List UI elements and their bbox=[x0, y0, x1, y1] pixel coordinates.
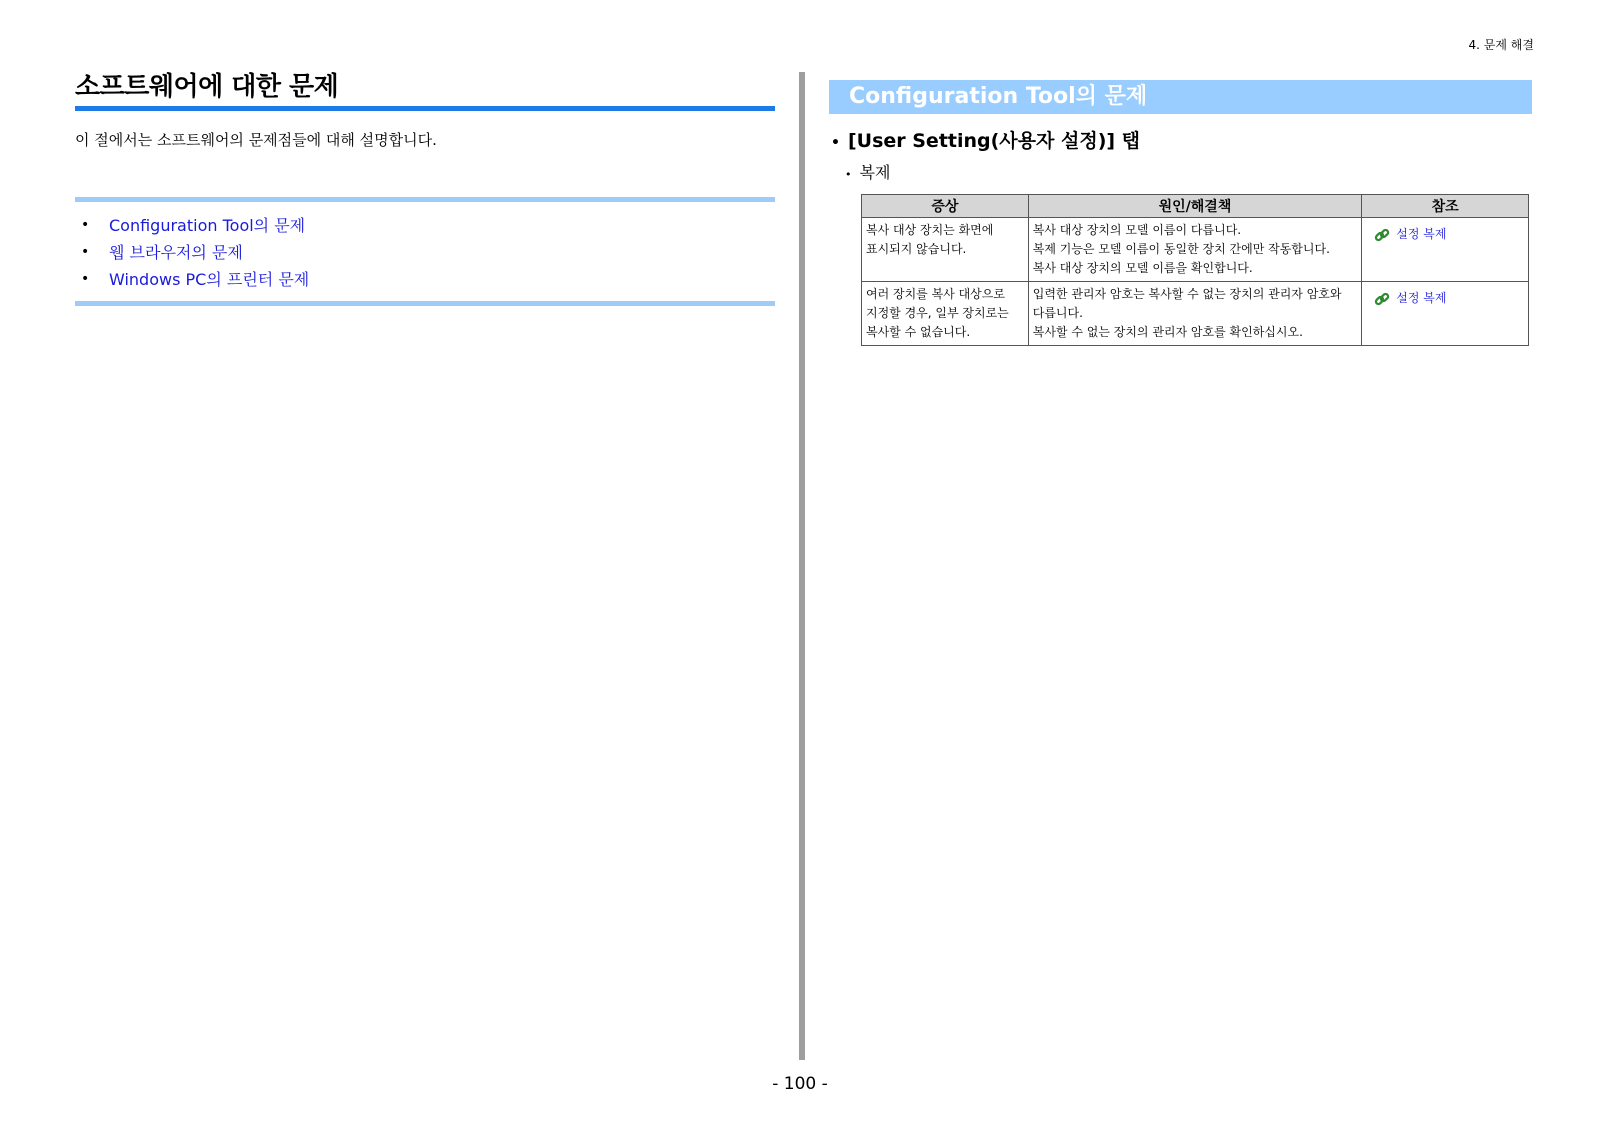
section-title-bar: Configuration Tool의 문제 bbox=[829, 80, 1532, 114]
bullet: • bbox=[81, 217, 90, 233]
table-row bbox=[862, 218, 1529, 282]
cell-line: 복사할 수 없는 장치의 관리자 암호를 확인하십시오. bbox=[1032, 325, 1303, 339]
cell-line: 입력한 관리자 암호는 복사할 수 없는 장치의 관리자 암호와 bbox=[1032, 287, 1342, 301]
cause-cell bbox=[1028, 218, 1362, 282]
toc-link-windows-pc-printer[interactable]: Windows PC의 프린터 문제 bbox=[109, 270, 310, 289]
cause-cell bbox=[1028, 282, 1362, 346]
cell-line: 여러 장치를 복사 대상으로 bbox=[866, 287, 1005, 301]
bullet: • bbox=[81, 271, 90, 287]
toc-bottom-rule bbox=[75, 301, 775, 306]
cell-line: 복사 대상 장치의 모델 이름이 다릅니다. bbox=[1032, 223, 1242, 237]
sub-sub-heading-text: 복제 bbox=[859, 163, 891, 182]
title-underline bbox=[75, 106, 775, 111]
sub-heading bbox=[829, 128, 1532, 154]
sub-sub-heading bbox=[829, 162, 1532, 184]
link-chain-icon bbox=[1374, 227, 1390, 243]
bullet: • bbox=[831, 135, 840, 151]
column-divider bbox=[799, 72, 805, 1060]
cell-line: 복제 기능은 모델 이름이 동일한 장치 간에만 작동합니다. bbox=[1032, 242, 1330, 256]
table-header-row bbox=[862, 195, 1529, 218]
page-number: - 100 - bbox=[772, 1074, 828, 1094]
bullet: • bbox=[81, 244, 90, 260]
link-chain-icon bbox=[1374, 291, 1390, 307]
toc-list bbox=[75, 202, 775, 301]
header-cause-solution: 원인/해결책 bbox=[1028, 195, 1362, 218]
sub-heading-text: [User Setting(사용자 설정)] 탭 bbox=[847, 130, 1141, 152]
right-column bbox=[829, 80, 1532, 346]
toc-item bbox=[75, 239, 775, 266]
symptom-cell bbox=[862, 218, 1029, 282]
header-symptom: 증상 bbox=[862, 195, 1029, 218]
cell-line: 다릅니다. bbox=[1032, 306, 1083, 320]
header-reference: 참조 bbox=[1362, 195, 1529, 218]
intro-text: 이 절에서는 소프트웨어의 문제점들에 대해 설명합니다. bbox=[75, 131, 437, 149]
reference-link-label: 설정 복제 bbox=[1396, 291, 1447, 305]
reference-cell bbox=[1362, 282, 1529, 346]
cell-line: 복사 대상 장치의 모델 이름을 확인합니다. bbox=[1032, 261, 1253, 275]
toc-link-web-browser[interactable]: 웹 브라우저의 문제 bbox=[109, 243, 243, 262]
reference-cell bbox=[1362, 218, 1529, 282]
chapter-header: 4. 문제 해결 bbox=[1468, 38, 1534, 52]
cell-line: 표시되지 않습니다. bbox=[866, 242, 967, 256]
cell-line: 지정할 경우, 일부 장치로는 bbox=[866, 306, 1009, 320]
page-title: 소프트웨어에 대한 문제 bbox=[75, 72, 339, 102]
bullet: • bbox=[845, 168, 852, 181]
cell-line: 복사 대상 장치는 화면에 bbox=[866, 223, 994, 237]
troubleshooting-table bbox=[861, 194, 1529, 346]
cell-line: 복사할 수 없습니다. bbox=[866, 325, 971, 339]
toc-link-configuration-tool[interactable]: Configuration Tool의 문제 bbox=[109, 216, 306, 235]
reference-link-settings-clone[interactable] bbox=[1374, 225, 1446, 244]
reference-link-settings-clone[interactable] bbox=[1374, 289, 1446, 308]
symptom-cell bbox=[862, 282, 1029, 346]
left-column bbox=[75, 70, 775, 306]
reference-link-label: 설정 복제 bbox=[1396, 227, 1447, 241]
toc-item bbox=[75, 266, 775, 293]
toc-item bbox=[75, 212, 775, 239]
table-row bbox=[862, 282, 1529, 346]
